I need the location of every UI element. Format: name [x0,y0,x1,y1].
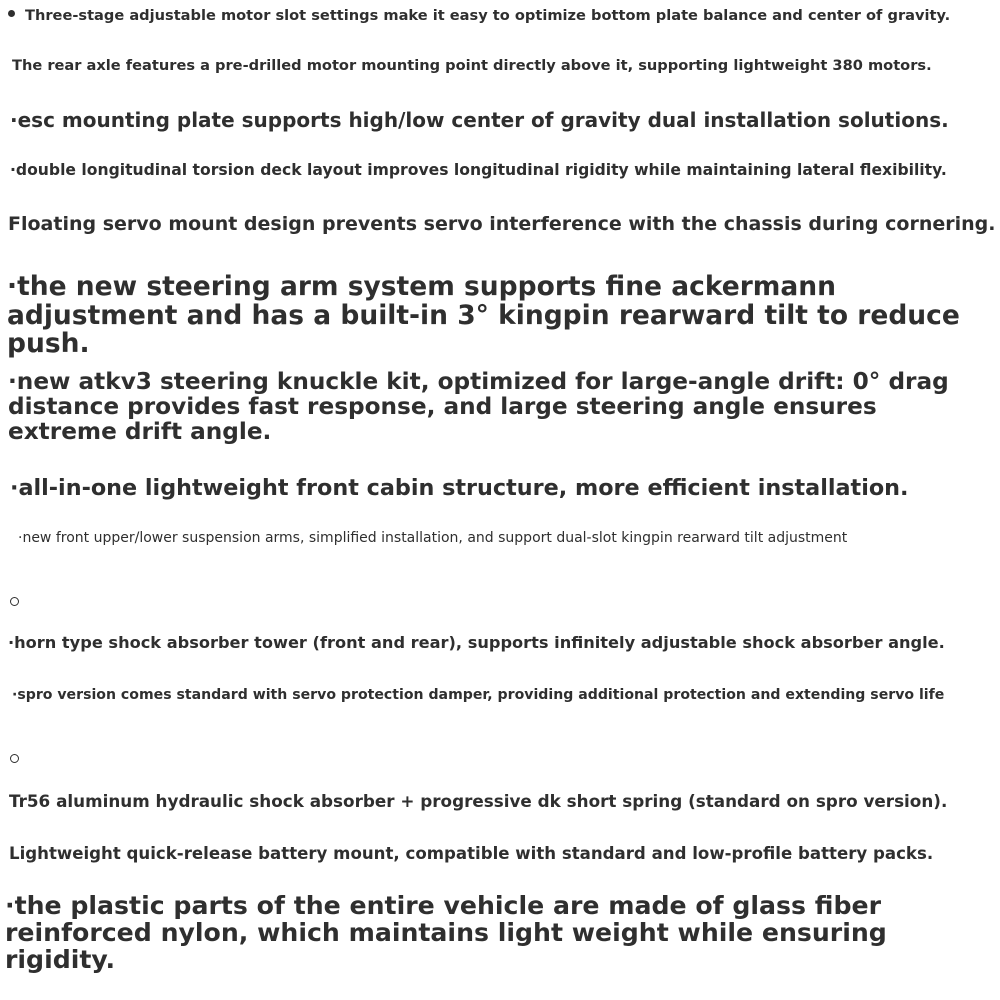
feature-line-13: Lightweight quick-release battery mount, compatible with standard and low-profile battery packs. [9,844,934,863]
hollow-bullet-icon [10,754,19,763]
feature-line-8: ·all-in-one lightweight front cabin structure, more efficient installation. [10,475,909,501]
feature-text-1: Three-stage adjustable motor slot settings make it easy to optimize bottom plate balance and center of gravity. [25,7,951,24]
feature-line-7: ·new atkv3 steering knuckle kit, optimized for large-angle drift: 0° drag distance provides fast response, and large steering angle ensures extreme drift angle. [8,368,949,446]
hollow-bullet-icon [10,597,19,606]
feature-line-14: ·the plastic parts of the entire vehicle are made of glass fiber reinforced nylon, which maintains light weight while ensuring rigidity. [5,891,887,975]
feature-line-5: Floating servo mount design prevents servo interference with the chassis during cornering. [8,213,996,235]
feature-line-4: ·double longitudinal torsion deck layout improves longitudinal rigidity while maintaining lateral flexibility. [10,161,947,179]
bullet-icon [8,10,15,17]
feature-line-2: The rear axle features a pre-drilled motor mounting point directly above it, supporting lightweight 380 motors. [12,57,932,74]
feature-line-10: ·horn type shock absorber tower (front and rear), supports infinitely adjustable shock absorber angle. [8,633,945,652]
feature-line-12: Tr56 aluminum hydraulic shock absorber + progressive dk short spring (standard on spro version). [9,791,948,811]
feature-line-6: ·the new steering arm system supports fine ackermann adjustment and has a built-in 3° kingpin rearward tilt to reduce push. [7,271,960,360]
feature-line-1 [8,9,950,24]
feature-line-11: ·spro version comes standard with servo protection damper, providing additional protection and extending servo life [12,687,945,703]
feature-line-3: ·esc mounting plate supports high/low center of gravity dual installation solutions. [10,108,949,132]
feature-line-9: ·new front upper/lower suspension arms, simplified installation, and support dual-slot kingpin rearward tilt adjustment [18,530,848,546]
